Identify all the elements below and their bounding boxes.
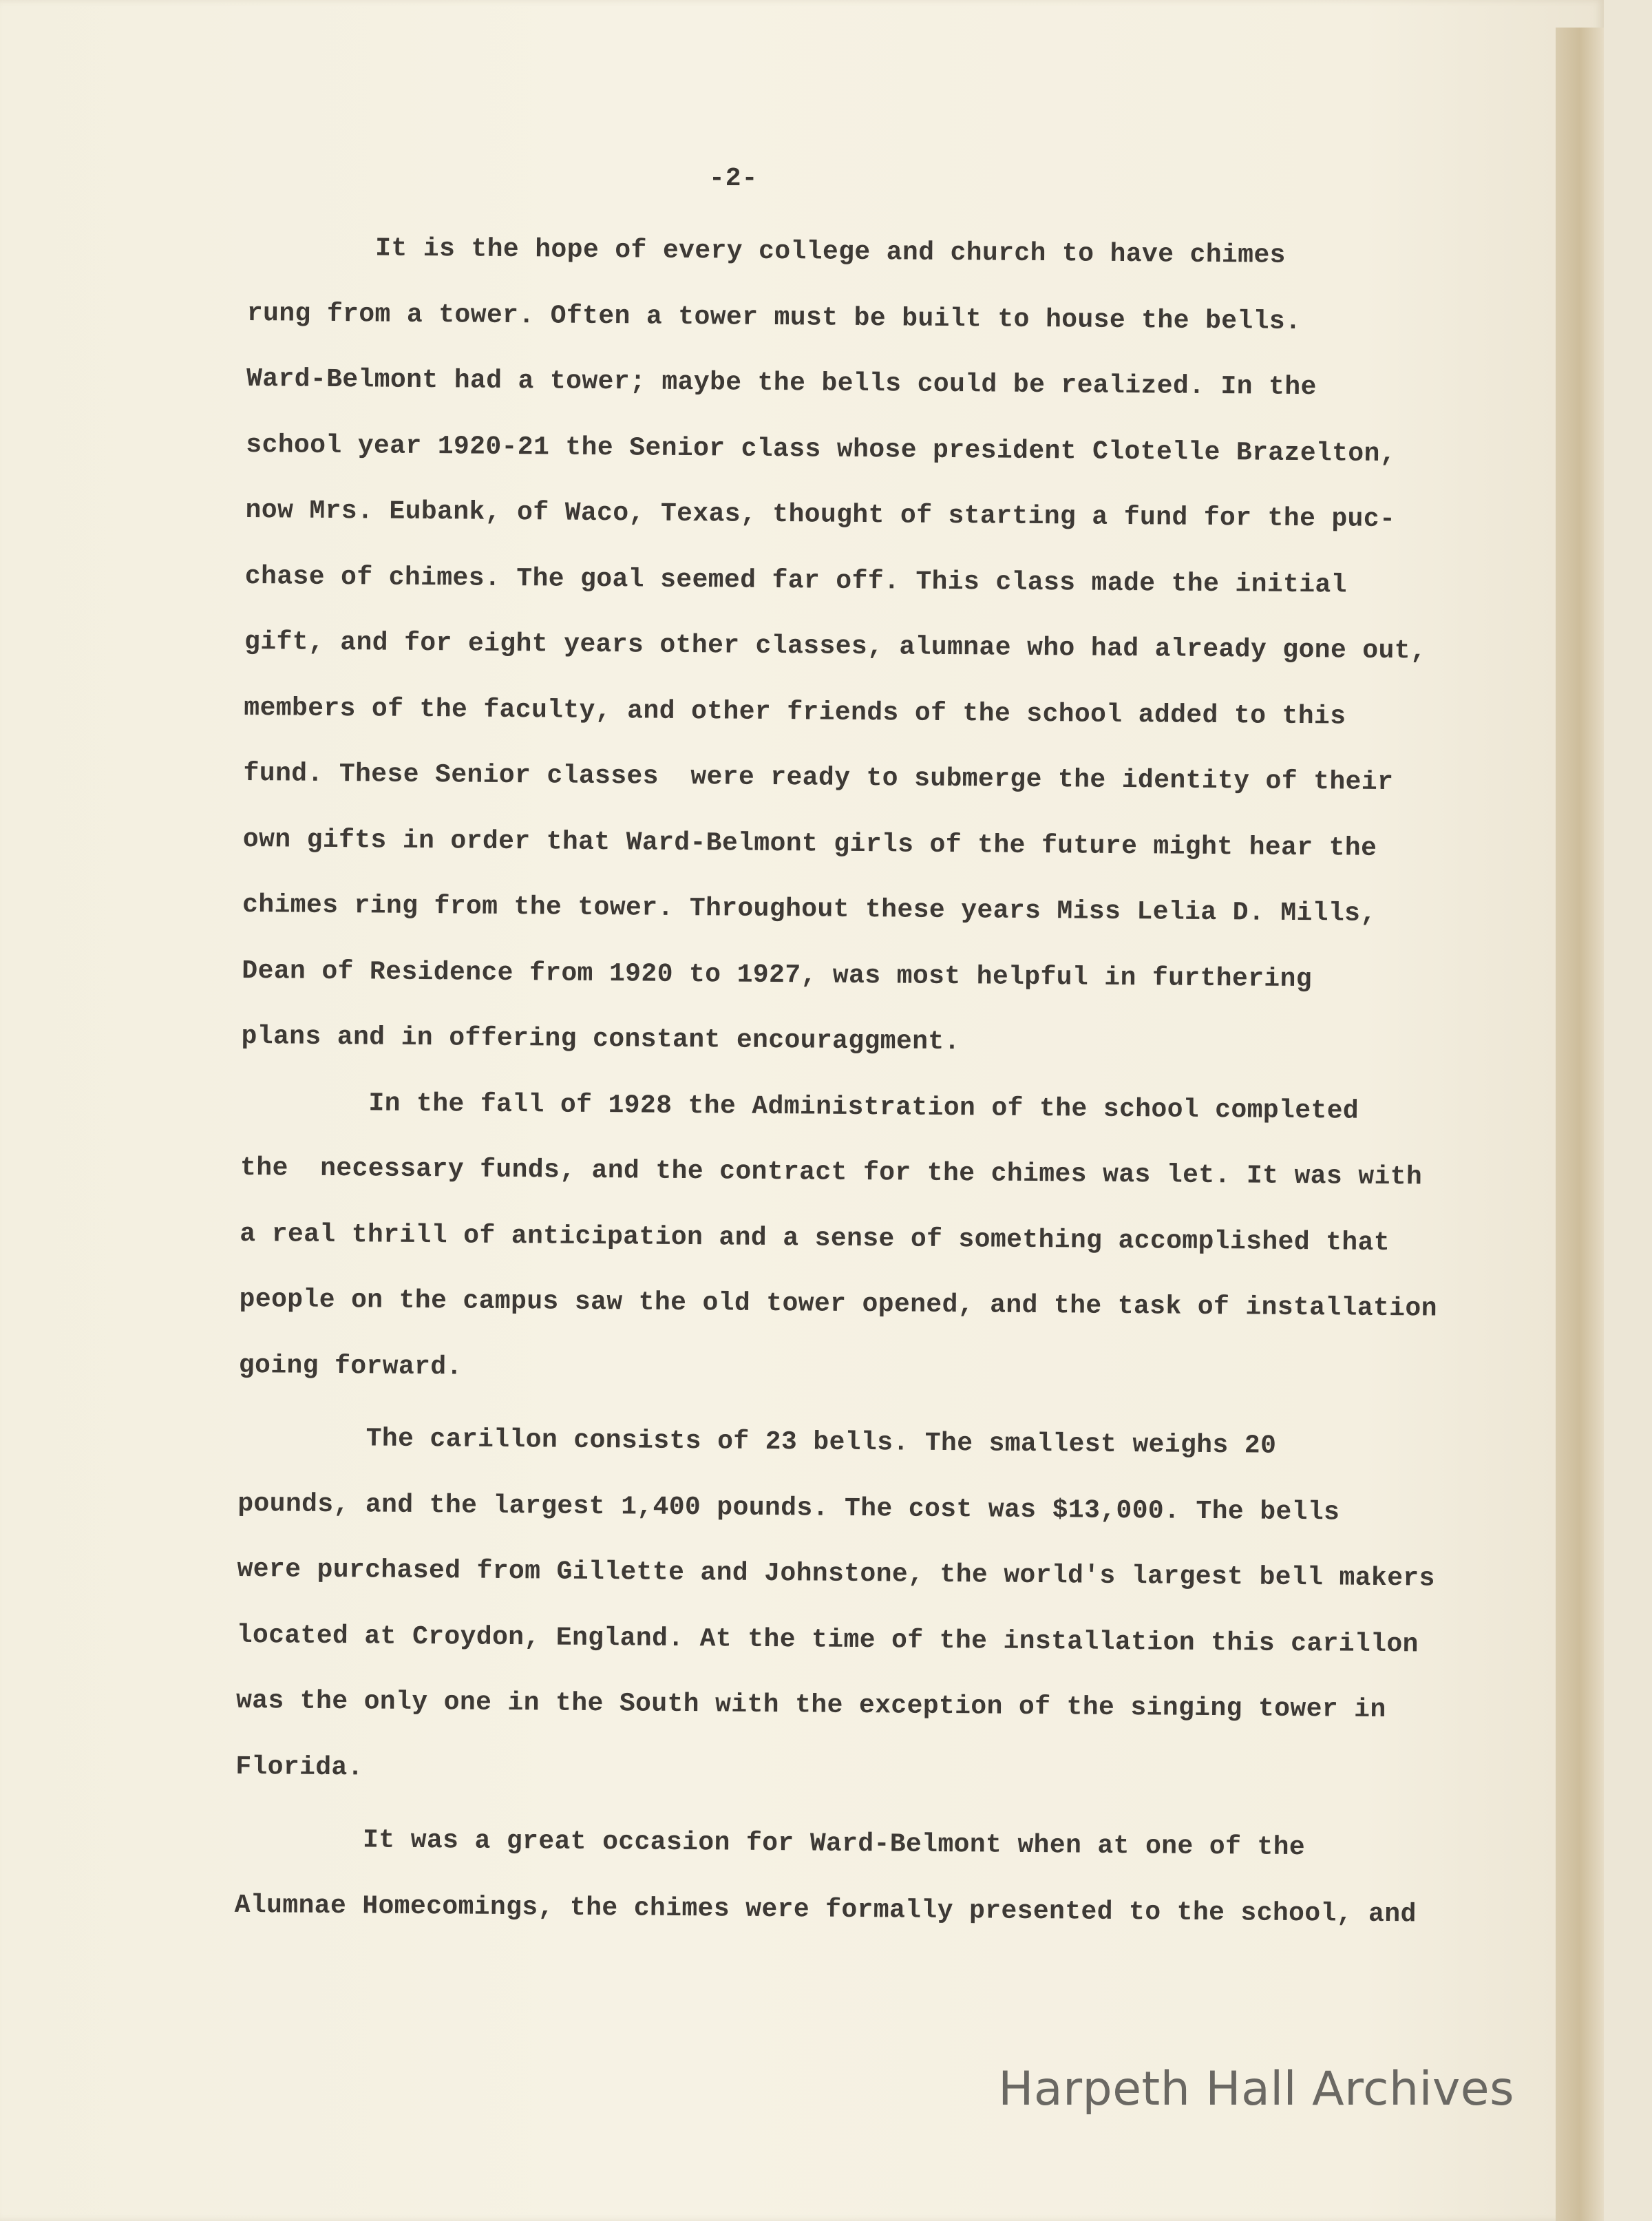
text-line: the necessary funds, and the contract for the chimes was let. It was with <box>240 1152 1423 1192</box>
archive-watermark: Harpeth Hall Archives <box>998 2062 1514 2116</box>
text-line: fund. These Senior classes were ready to submerge the identity of their <box>243 758 1394 798</box>
text-line: was the only one in the South with the exception of the singing tower in <box>235 1685 1386 1725</box>
text-line: school year 1920-21 the Senior class whose president Clotelle Brazelton, <box>246 430 1397 469</box>
text-line: located at Croydon, England. At the time of the installation this carillon <box>236 1620 1419 1659</box>
text-line: It is the hope of every college and church to have chimes <box>247 232 1286 271</box>
text-line: own gifts in order that Ward-Belmont girls of the future might hear the <box>242 824 1377 863</box>
text-line: chimes ring from the tower. Throughout these years Miss Lelia D. Mills, <box>242 890 1377 929</box>
text-line: members of the faculty, and other friends of the school added to this <box>244 693 1346 732</box>
text-line: pounds, and the largest 1,400 pounds. The cost was $13,000. The bells <box>237 1488 1340 1528</box>
text-line: Florida. <box>235 1751 364 1782</box>
text-line: gift, and for eight years other classes, alumnae who had already gone out, <box>244 627 1427 666</box>
text-line: a real thrill of anticipation and a sense of something accomplished that <box>240 1219 1390 1258</box>
text-line: Dean of Residence from 1920 to 1927, was most helpful in furthering <box>242 956 1313 994</box>
text-line: going forward. <box>238 1350 463 1382</box>
text-line: Alumnae Homecomings, the chimes were formally presented to the school, and <box>234 1890 1417 1929</box>
text-line: plans and in offering constant encouraggment. <box>241 1021 960 1057</box>
text-line: It was a great occasion for Ward-Belmont when at one of the <box>235 1824 1306 1863</box>
page-edge <box>1556 28 1604 2221</box>
text-line: rung from a tower. Often a tower must be built to house the bells. <box>246 298 1302 337</box>
text-line: people on the campus saw the old tower opened, and the task of installation <box>239 1284 1438 1324</box>
text-line: were purchased from Gillette and Johnstone, the world's largest bell makers <box>237 1554 1435 1594</box>
typed-body-text <box>234 215 1507 1948</box>
page-number: -2- <box>709 164 759 193</box>
text-line: In the fall of 1928 the Administration of the school completed <box>240 1087 1359 1126</box>
text-line: The carillon consists of 23 bells. The smallest weighs 20 <box>237 1422 1277 1461</box>
text-line: chase of chimes. The goal seemed far off. This class made the initial <box>244 561 1348 600</box>
text-line: now Mrs. Eubank, of Waco, Texas, thought of starting a fund for the puc- <box>245 495 1396 535</box>
text-line: Ward-Belmont had a tower; maybe the bells could be realized. In the <box>246 364 1317 403</box>
